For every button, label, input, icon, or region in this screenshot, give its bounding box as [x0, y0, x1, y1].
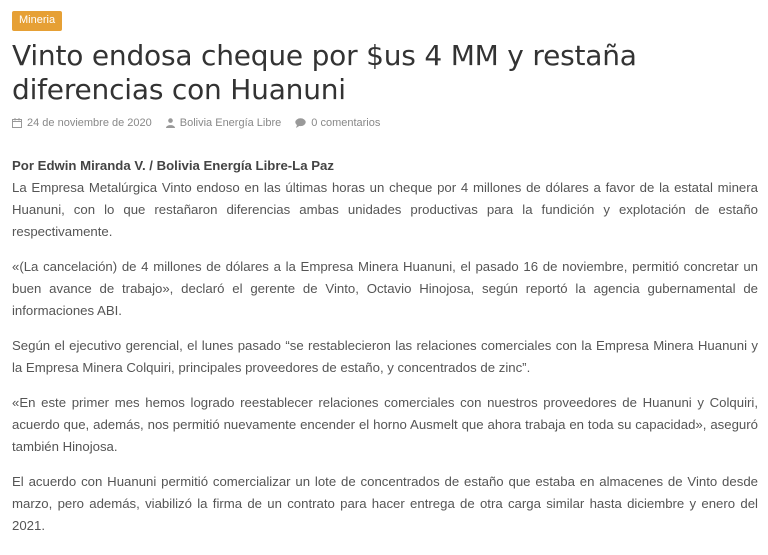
article-paragraph: Según el ejecutivo gerencial, el lunes pasado “se restablecieron las relaciones comerciales con la Empresa Minera Huanuni y la Empresa Minera Colquiri, principales proveedores de estaño, y concentrados de zinc”.: [12, 338, 758, 375]
article-paragraph: La Empresa Metalúrgica Vinto endoso en las últimas horas un cheque por 4 millones de dólares a favor de la estatal minera Huanuni, con lo que restañaron diferencias ambas unidades productivas para la fundición y explotación de estaño respectivamente.: [12, 180, 758, 239]
post-comments: [295, 117, 380, 129]
comment-icon: [295, 118, 306, 128]
post-comments-link[interactable]: 0 comentarios: [311, 117, 381, 129]
article-content: [12, 177, 758, 537]
calendar-icon: [12, 118, 22, 128]
article-paragraph: El acuerdo con Huanuni permitió comercializar un lote de concentrados de estaño que estaba en almacenes de Vinto desde marzo, pero además, viabilizó la firma de un contrato para hacer entrega de otra carga similar hasta diciembre y enero del 2021.: [12, 474, 758, 533]
article-paragraph: «(La cancelación) de 4 millones de dólares a la Empresa Minera Huanuni, el pasado 16 de noviembre, permitió concretar un buen avance de trabajo», declaró el gerente de Vinto, Octavio Hinojosa, según reportó la agencia gubernamental de informaciones ABI.: [12, 259, 758, 318]
article: [12, 10, 758, 537]
post-author: [166, 117, 282, 129]
article-paragraph: «En este primer mes hemos logrado reestablecer relaciones comerciales con nuestros proveedores de Huanuni y Colquiri, acuerdo que, además, nos permitió nuevamente encender el horno Ausmelt que ahora trabaja en toda su capacidad», aseguró también Hinojosa.: [12, 395, 758, 454]
post-meta: [12, 115, 758, 131]
post-date: [12, 117, 152, 129]
post-date-link[interactable]: 24 de noviembre de 2020: [27, 117, 152, 129]
article-title: Vinto endosa cheque por $us 4 MM y restaña diferencias con Huanuni: [12, 39, 637, 106]
category-tag[interactable]: Mineria: [12, 11, 62, 31]
article-byline: Por Edwin Miranda V. / Bolivia Energía Libre-La Paz: [12, 158, 334, 173]
post-author-link[interactable]: Bolivia Energía Libre: [179, 117, 282, 129]
user-icon: [166, 118, 175, 128]
